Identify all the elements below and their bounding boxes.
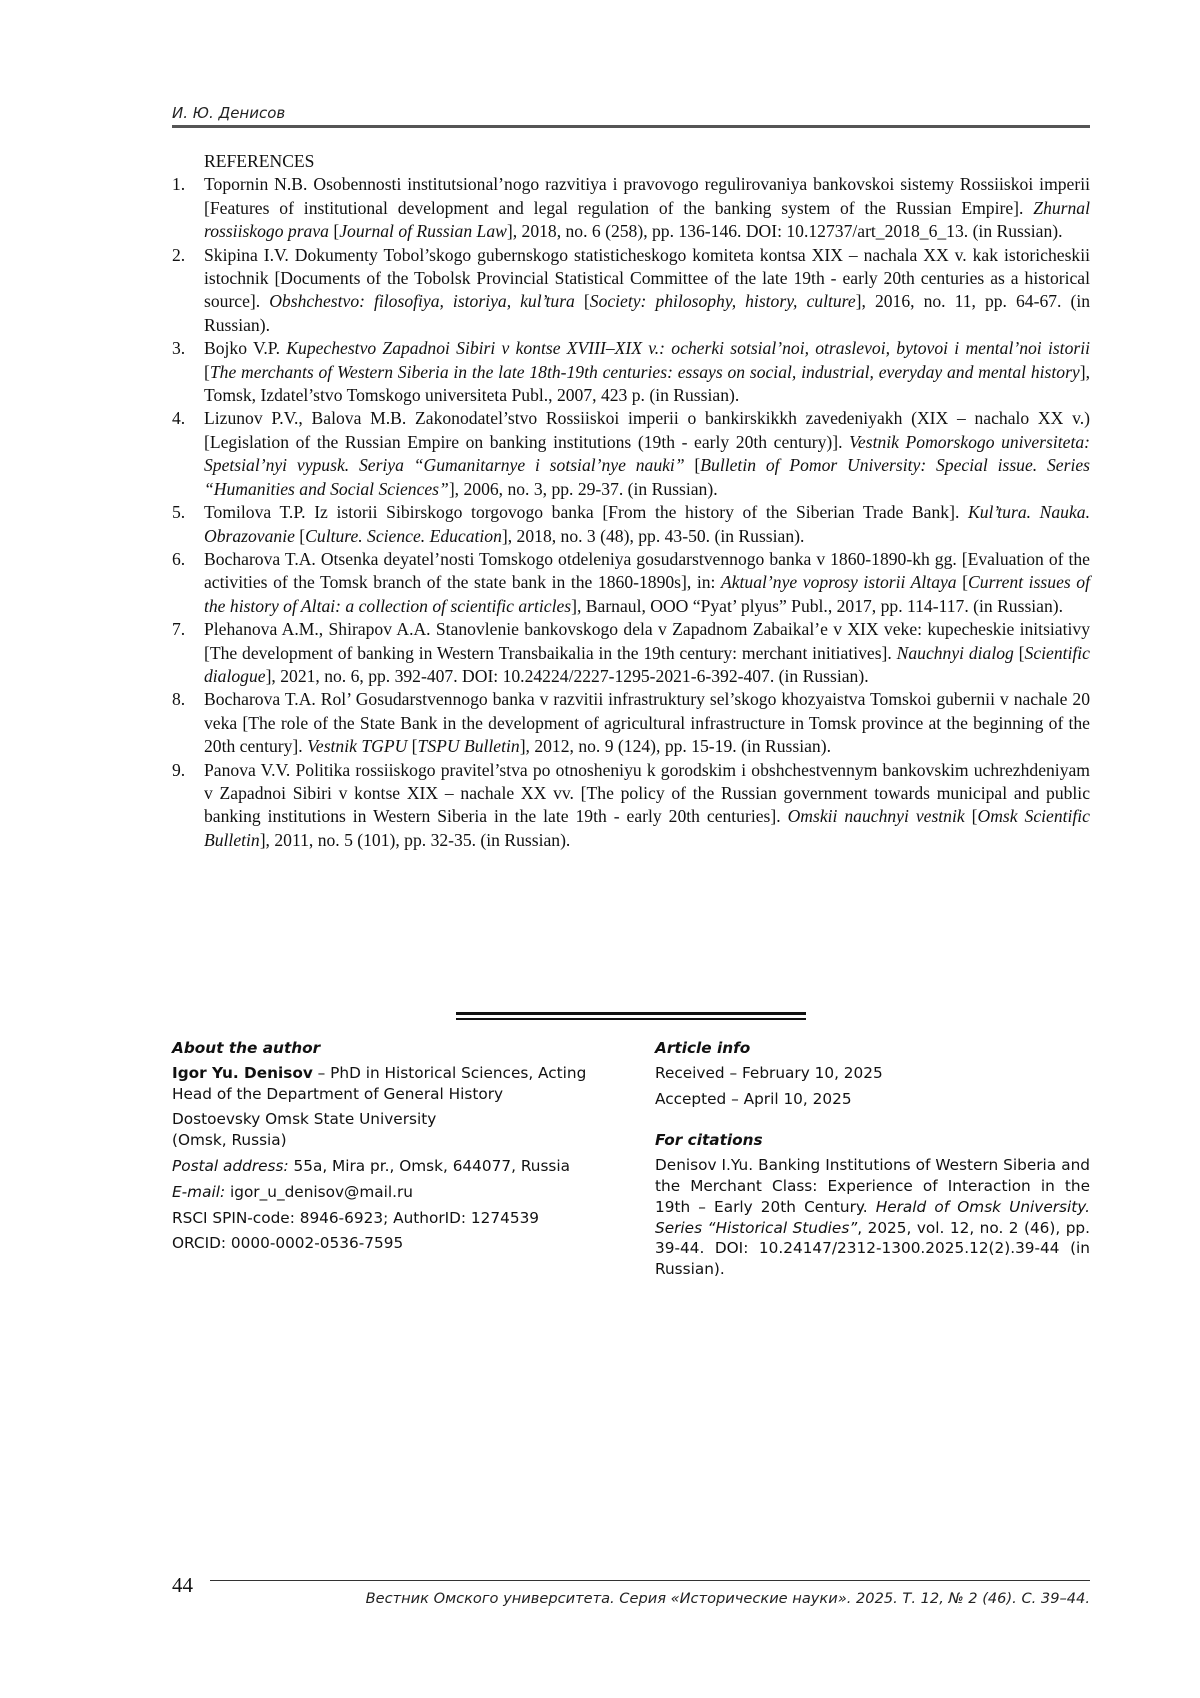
reference-number: 1. [172,174,186,195]
section-divider-bottom [456,1018,806,1020]
rsci-line: RSCI SPIN-code: 8946-6923; AuthorID: 1274539 [172,1208,540,1227]
references-title: REFERENCES [204,151,315,171]
reference-item: 7. Plehanova A.M., Shirapov A.A. Stanovlenie bankovskogo dela v Zapadnom Zabaikal’e v XIX veke: kupecheskie initsiativy [The development of banking in Western Transbaikalia in the 19th century: merchant initiatives]. Nauchnyi dialog [Scientific dialogue], 2021, no. 6, pp. 392-407. DOI: 10.24224/2227-1295-2021-6-392-407. (in Russian). [172,619,1090,686]
article-info-heading: Article info [655,1039,751,1057]
reference-number: 3. [172,338,186,359]
received-date: Received – February 10, 2025 [655,1063,883,1082]
about-author-section [172,1038,622,1259]
article-info-section [655,1038,1090,1280]
references-list [172,173,1090,852]
about-author-heading: About the author [172,1039,321,1057]
header-rule [172,125,1090,128]
author-name-title [172,1063,622,1105]
author-title: – PhD in Historical Sciences, Acting Head of the Department of General History [172,1063,587,1103]
journal-footer: Вестник Омского университета. Серия «Исторические науки». 2025. Т. 12, № 2 (46). С. 39–44. [365,1590,1090,1607]
reference-number: 2. [172,244,186,265]
reference-item: 4. Lizunov P.V., Balova M.B. Zakonodatel’stvo Rossiiskoi imperii o bankirskikkh zavedeniyakh (XIX – nachalo XX v.) [Legislation of the Russian Empire on banking institutions (19th - early 20th century)]. Vestnik Pomorskogo universiteta: Spetsial’nyi vypusk. Seriya “Gumanitarnye i sotsial’nye nauki” [Bulletin of Pomor University: Special issue. Series “Humanities and Social Sciences”], 2006, no. 3, pp. 29-37. (in Russian). [172,408,1091,499]
orcid-line: ORCID: 0000-0002-0536-7595 [172,1234,404,1253]
reference-number: 9. [172,759,186,780]
reference-item: 3. Bojko V.P. Kupechestvo Zapadnoi Sibiri v kontse XVIII–XIX v.: ocherki sotsial’noi, otraslevoi, bytovoi i mental’noi istorii [The merchants of Western Siberia in the late 18th-19th centuries: essays on social, industrial, everyday and mental history], Tomsk, Izdatel’stvo Tomskogo universiteta Publ., 2007, 423 p. (in Russian). [172,338,1090,406]
reference-item: 6. Bocharova T.A. Otsenka deyatel’nosti Tomskogo otdeleniya gosudarstvennogo banka v 1860-1890-kh gg. [Evaluation of the activities of the Tomsk branch of the state bank in the 1860-1890s], in: Aktual’nye voprosy istorii Altaya [Current issues of the history of Altai: a collection of scientific articles], Barnaul, OOO “Pyat’ plyus” Publ., 2017, pp. 114-117. (in Russian). [172,548,1090,616]
reference-number: 8. [172,689,186,710]
section-divider-top [456,1012,806,1015]
reference-number: 4. [172,408,186,429]
page-number: 44 [172,1573,193,1597]
citations-heading: For citations [655,1131,763,1150]
reference-number: 6. [172,548,186,569]
reference-number: 5. [172,502,186,523]
reference-number: 7. [172,619,186,640]
email-line: E-mail: igor_u_denisov@mail.ru [172,1182,413,1201]
reference-item: 8. Bocharova T.A. Rol’ Gosudarstvennogo banka v razvitii infrastruktury sel’skogo khozyaistva Tomskoi gubernii v nachale 20 veka [The role of the State Bank in the development of agricultural infrastructure in Tomsk province at the beginning of the 20th century]. Vestnik TGPU [TSPU Bulletin], 2012, no. 9 (124), pp. 15-19. (in Russian). [172,689,1090,757]
reference-item: 9. Panova V.V. Politika rossiiskogo pravitel’stva po otnosheniyu k gorodskim i obshchestvennym bankovskim uchrezhdeniyam v Zapadnoi Sibiri v kontse XIX – nachale XX vv. [The policy of the Russian government towards municipal and public banking institutions in Western Siberia in the late 19th - early 20th centuries]. Omskii nauchnyi vestnik [Omsk Scientific Bulletin], 2011, no. 5 (101), pp. 32-35. (in Russian). [172,759,1090,850]
accepted-date: Accepted – April 10, 2025 [655,1089,852,1108]
postal-address: Postal address: 55a, Mira pr., Omsk, 644077, Russia [172,1156,571,1175]
references-section [172,150,1090,852]
author-name: Igor Yu. Denisov [172,1063,313,1082]
footer-rule [210,1580,1090,1581]
reference-item: 5. Tomilova T.P. Iz istorii Sibirskogo torgovogo banka [From the history of the Siberian Trade Bank]. Kul’tura. Nauka. Obrazovanie [Culture. Science. Education], 2018, no. 3 (48), pp. 43-50. (in Russian). [172,502,1090,546]
reference-item: 1. Topornin N.B. Osobennosti institutsional’nogo razvitiya i pravovogo regulirovaniya bankovskoi sistemy Rossiiskoi imperii [Features of institutional development and legal regulation of the banking system of the Russian Empire]. Zhurnal rossiiskogo prava [Journal of Russian Law], 2018, no. 6 (258), pp. 136-146. DOI: 10.12737/art_2018_6_13. (in Russian). [172,174,1090,242]
citation-text: Denisov I.Yu. Banking Institutions of Western Siberia and the Merchant Class: Experience of Interaction in the 19th – Early 20th Century. Herald of Omsk University. Series “Historical Studies”, 2025, vol. 12, no. 2 (46), pp. 39-44. DOI: 10.24147/2312-1300.2025.12(2).39-44 (in Russian). [655,1156,1091,1279]
author-affiliation: Dostoevsky Omsk State University (Omsk, Russia) [172,1110,437,1150]
running-head: И. Ю. Денисов [172,104,286,122]
email-link[interactable]: igor_u_denisov@mail.ru [225,1182,413,1201]
reference-item: 2. Skipina I.V. Dokumenty Tobol’skogo gubernskogo statisticheskogo komiteta kontsa XIX – nachala XX v. kak istoricheskii istochnik [Documents of the Tobolsk Provincial Statistical Committee of the late 19th - early 20th centuries as a historical source]. Obshchestvo: filosofiya, istoriya, kul’tura [Society: philosophy, history, culture], 2016, no. 11, pp. 64-67. (in Russian). [172,244,1091,335]
